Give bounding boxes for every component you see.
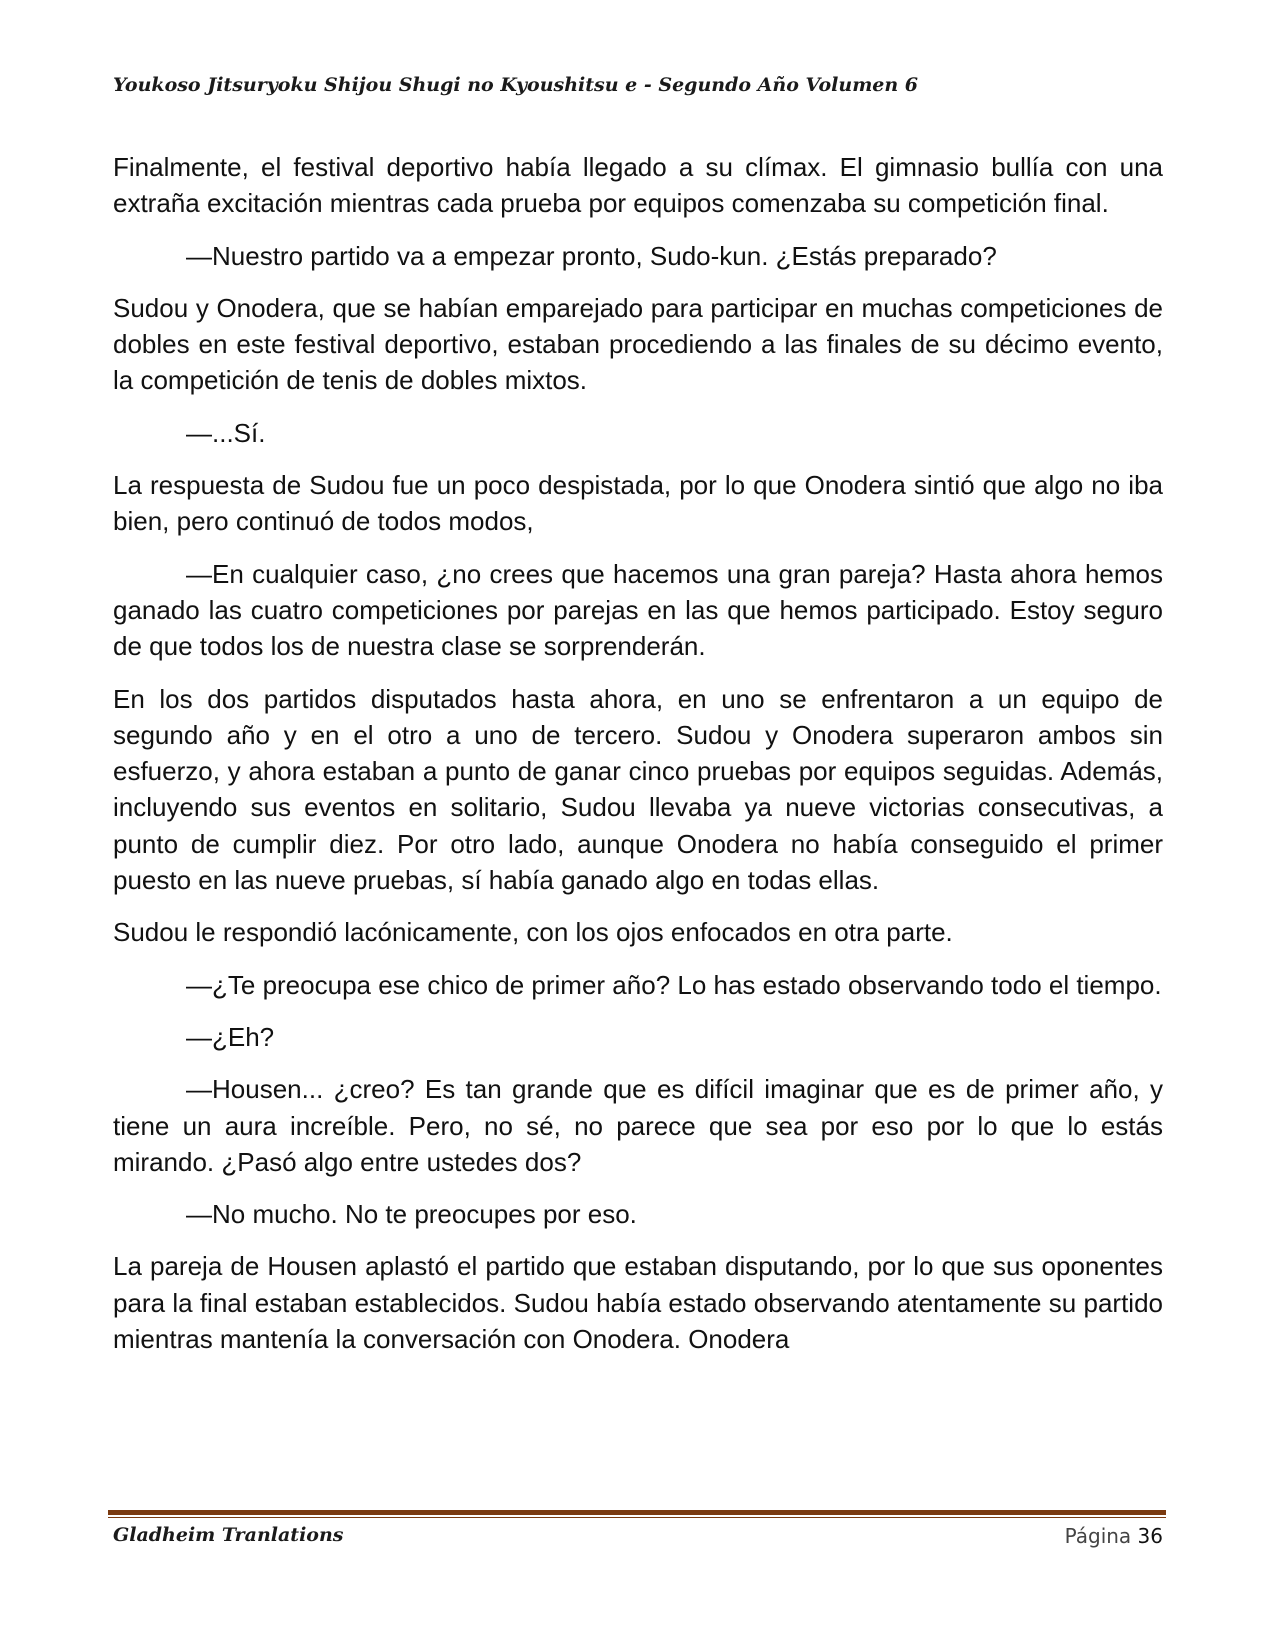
page-number-block bbox=[1065, 1524, 1163, 1548]
dialogue-paragraph: —No mucho. No te preocupes por eso. bbox=[186, 1199, 637, 1230]
paragraph: Sudou y Onodera, que se habían emparejado para participar en muchas competiciones de dobles en este festival deportivo, estaban procediendo a las finales de su décimo evento, la competición de tenis de dobles mixtos. bbox=[113, 292, 1163, 396]
footer-divider bbox=[108, 1510, 1166, 1515]
running-header: Youkoso Jitsuryoku Shijou Shugi no Kyoushitsu e - Segundo Año Volumen 6 bbox=[113, 74, 919, 96]
dialogue-paragraph: —¿Te preocupa ese chico de primer año? Lo has estado observando todo el tiempo. bbox=[186, 969, 1162, 1000]
paragraph: La respuesta de Sudou fue un poco despistada, por lo que Onodera sintió que algo no iba bien, pero continuó de todos modos, bbox=[113, 470, 1163, 537]
dialogue-paragraph: —...Sí. bbox=[186, 417, 266, 448]
page-label: Página bbox=[1064, 1524, 1132, 1548]
paragraph: La pareja de Housen aplastó el partido que estaban disputando, por lo que sus oponentes para la final estaban establecidos. Sudou había estado observando atentamente su partido mientras mantenía la conversación con Onodera. Onodera bbox=[113, 1251, 1163, 1355]
body-text bbox=[113, 149, 1163, 1357]
dialogue-paragraph: —Nuestro partido va a empezar pronto, Sudo-kun. ¿Estás preparado? bbox=[186, 240, 997, 271]
footer-credit: Gladheim Tranlations bbox=[113, 1524, 344, 1546]
footer-divider-thin bbox=[108, 1517, 1166, 1518]
dialogue-paragraph: —Housen... ¿creo? Es tan grande que es difícil imaginar que es de primer año, y tiene un aura increíble. Pero, no sé, no parece que sea por eso por lo que lo estás mirando. ¿Pasó algo entre ustedes dos? bbox=[113, 1074, 1163, 1177]
paragraph: Sudou le respondió lacónicamente, con los ojos enfocados en otra parte. bbox=[113, 917, 953, 948]
dialogue-paragraph: —En cualquier caso, ¿no crees que hacemos una gran pareja? Hasta ahora hemos ganado las cuatro competiciones por parejas en las que hemos participado. Estoy seguro de que todos los de nuestra clase se sorprenderán. bbox=[113, 558, 1163, 662]
paragraph: En los dos partidos disputados hasta ahora, en uno se enfrentaron a un equipo de segundo año y en el otro a uno de tercero. Sudou y Onodera superaron ambos sin esfuerzo, y ahora estaban a punto de ganar cinco pruebas por equipos seguidas. Además, incluyendo sus eventos en solitario, Sudou llevaba ya nueve victorias consecutivas, a punto de cumplir diez. Por otro lado, aunque Onodera no había conseguido el primer puesto en las nueve pruebas, sí había ganado algo en todas ellas. bbox=[113, 683, 1163, 896]
dialogue-paragraph: —¿Eh? bbox=[186, 1021, 275, 1052]
page-number: 36 bbox=[1137, 1524, 1163, 1548]
paragraph: Finalmente, el festival deportivo había llegado a su clímax. El gimnasio bullía con una extraña excitación mientras cada prueba por equipos comenzaba su competición final. bbox=[113, 152, 1163, 219]
